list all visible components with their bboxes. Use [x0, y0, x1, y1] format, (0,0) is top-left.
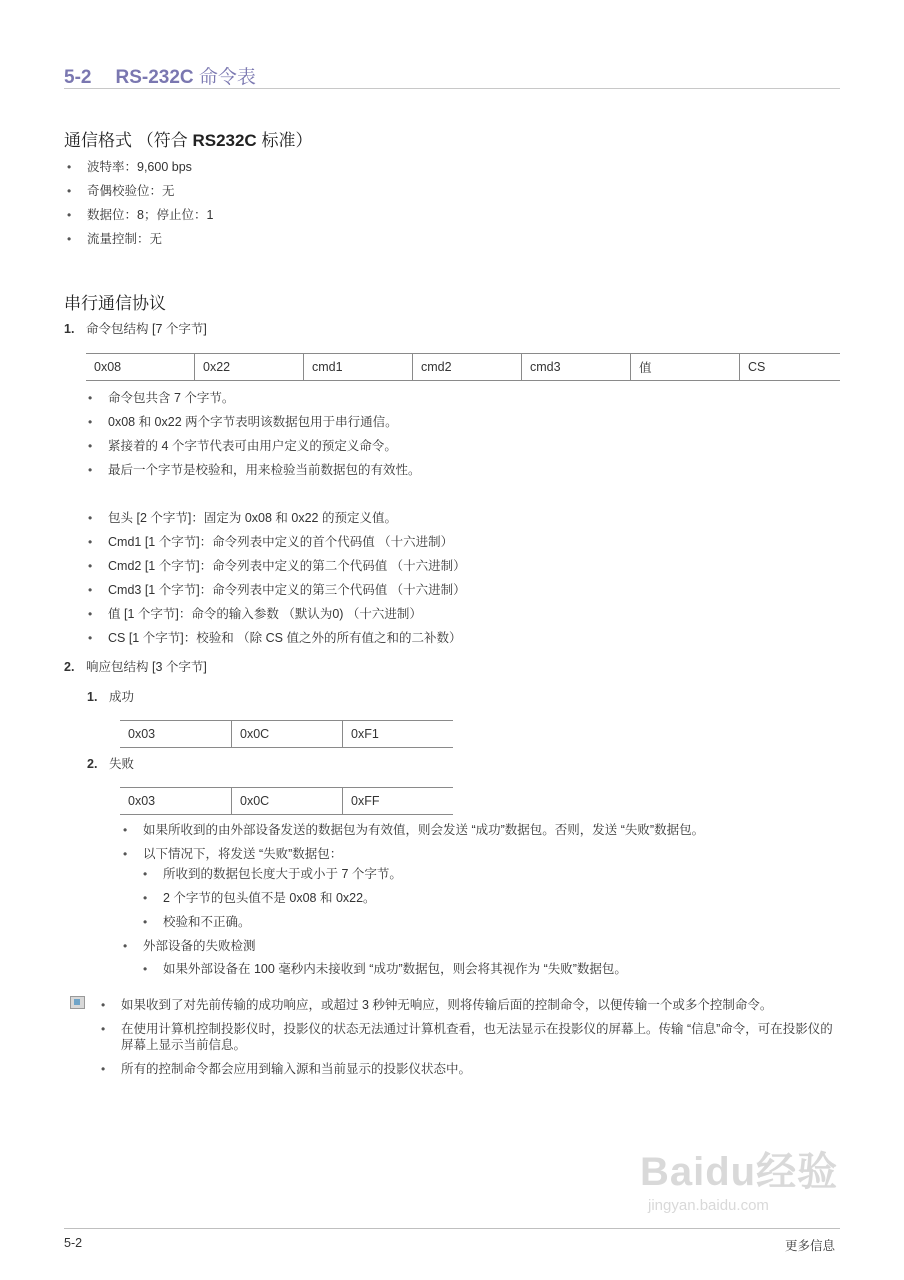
footer-divider — [64, 1228, 840, 1229]
failure-cases-list — [163, 866, 402, 938]
table-cell: 0x03 — [120, 721, 232, 748]
table-cell: 0xF1 — [343, 721, 454, 748]
heading-text-pre: 通信格式 （符合 — [64, 131, 193, 150]
byte-definition-list — [108, 510, 466, 654]
table-cell: cmd2 — [413, 354, 522, 381]
list-item: • 如果收到了对先前传输的成功响应，或超过 3 秒钟无响应，则将传输后面的控制命令，以便传输一个或多个控制命令。 — [121, 997, 837, 1021]
list-item: • 数据位：8；停止位：1 — [87, 207, 213, 231]
success-table — [120, 720, 453, 748]
watermark — [640, 1140, 838, 1214]
failure-item — [87, 754, 134, 772]
item-number: 2. — [87, 757, 98, 771]
list-item: • 2 个字节的包头值不是 0x08 和 0x22。 — [163, 890, 402, 914]
item-number: 1. — [87, 690, 98, 704]
packet-notes-list — [108, 390, 421, 486]
footer-section: 更多信息 — [785, 1239, 836, 1253]
list-item: • 所收到的数据包长度大于或小于 7 个字节。 — [163, 866, 402, 890]
watermark-logo: Baidu经验 — [640, 1150, 839, 1194]
item-label: 响应包结构 [3 个字节] — [86, 660, 207, 674]
response-packet-item — [64, 657, 207, 675]
table-cell: 0x0C — [232, 788, 343, 815]
table-cell: 0x03 — [120, 788, 232, 815]
list-item: • Cmd2 [1 个字节]：命令列表中定义的第二个代码值 （十六进制） — [108, 558, 466, 582]
list-item: • 命令包共含 7 个字节。 — [108, 390, 421, 414]
failure-table — [120, 787, 453, 815]
table-row — [86, 354, 840, 381]
title-en: RS-232C — [115, 67, 194, 88]
list-item: • 最后一个字节是校验和，用来检验当前数据包的有效性。 — [108, 462, 421, 486]
list-item: • 紧接着的 4 个字节代表可由用户定义的预定义命令。 — [108, 438, 421, 462]
page-title — [64, 62, 256, 89]
list-item: • 波特率：9,600 bps — [87, 159, 213, 183]
notes-list — [121, 997, 837, 1085]
item-number: 1. — [64, 322, 75, 336]
table-row — [120, 788, 453, 815]
table-cell: 0x08 — [86, 354, 195, 381]
list-item: • 外部设备的失败检测 — [143, 938, 256, 962]
cmd-packet-item — [64, 319, 207, 337]
list-item: • 如果所收到的由外部设备发送的数据包为有效值，则会发送 “成功”数据包。否则，发送 “失败”数据包。 — [143, 822, 704, 846]
list-item: • CS [1 个字节]：校验和 （除 CS 值之外的所有值之和的二补数） — [108, 630, 466, 654]
serial-heading: 串行通信协议 — [64, 294, 166, 313]
list-item: • 如果外部设备在 100 毫秒内未接收到 “成功”数据包，则会将其视作为 “失败”数据包。 — [163, 961, 627, 985]
table-row — [120, 721, 453, 748]
list-item: • 奇偶校验位：无 — [87, 183, 213, 207]
list-item: • 校验和不正确。 — [163, 914, 402, 938]
table-cell: 0x22 — [195, 354, 304, 381]
list-item: • 流量控制：无 — [87, 231, 213, 255]
section-number: 5-2 — [64, 67, 92, 88]
title-divider — [64, 88, 840, 89]
table-cell: cmd1 — [304, 354, 413, 381]
failure-detection-list — [143, 938, 256, 962]
footer-page-number: 5-2 — [64, 1236, 83, 1250]
item-label: 失败 — [109, 757, 135, 771]
table-cell: 0xFF — [343, 788, 454, 815]
failure-detection-sub — [163, 961, 627, 985]
success-item — [87, 687, 134, 705]
table-cell: CS — [740, 354, 841, 381]
table-cell: 0x0C — [232, 721, 343, 748]
heading-text-bold: RS232C — [192, 131, 257, 150]
list-item: • 在使用计算机控制投影仪时，投影仪的状态无法通过计算机查看，也无法显示在投影仪的屏幕上。传输 “信息”命令，可在投影仪的屏幕上显示当前信息。 — [121, 1021, 837, 1061]
command-packet-table — [86, 353, 840, 381]
heading-text-post: 标准） — [256, 131, 313, 150]
table-cell: 值 — [631, 354, 740, 381]
list-item: • 包头 [2 个字节]：固定为 0x08 和 0x22 的预定义值。 — [108, 510, 466, 534]
list-item: • 值 [1 个字节]：命令的输入参数 （默认为0) （十六进制） — [108, 606, 466, 630]
comm-format-heading — [64, 126, 312, 151]
list-item: • Cmd3 [1 个字节]：命令列表中定义的第三个代码值 （十六进制） — [108, 582, 466, 606]
response-notes-list — [143, 822, 704, 870]
comm-format-list — [87, 159, 213, 255]
list-item: • 0x08 和 0x22 两个字节表明该数据包用于串行通信。 — [108, 414, 421, 438]
list-item: • 所有的控制命令都会应用到输入源和当前显示的投影仪状态中。 — [121, 1061, 837, 1085]
item-label: 成功 — [109, 690, 135, 704]
item-number: 2. — [64, 660, 75, 674]
list-item: • 以下情况下，将发送 “失败”数据包： — [143, 846, 704, 870]
item-label: 命令包结构 [7 个字节] — [86, 322, 207, 336]
list-item: • Cmd1 [1 个字节]：命令列表中定义的首个代码值 （十六进制） — [108, 534, 466, 558]
note-icon — [70, 996, 85, 1009]
title-cn: 命令表 — [198, 67, 256, 88]
watermark-url: jingyan.baidu.com — [648, 1197, 769, 1214]
table-cell: cmd3 — [522, 354, 631, 381]
